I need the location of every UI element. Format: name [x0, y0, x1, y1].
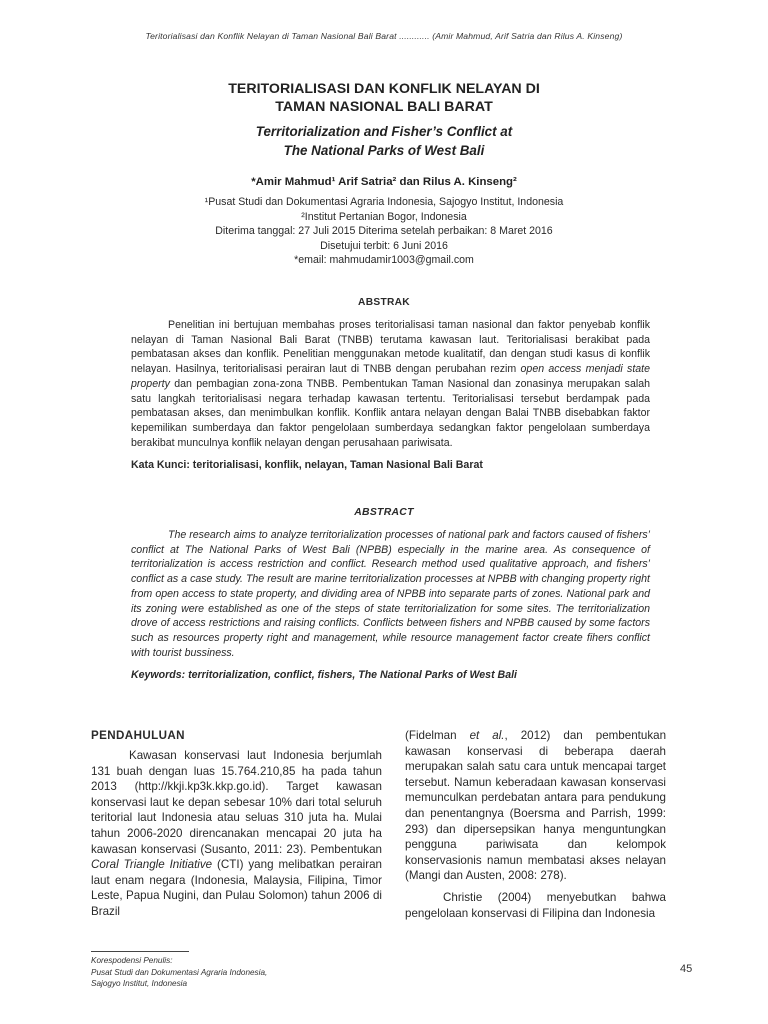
received-dates: Diterima tanggal: 27 Juli 2015 Diterima setelah perbaikan: 8 Maret 2016	[215, 225, 553, 237]
title-line-1: TERITORIALISASI DAN KONFLIK NELAYAN DI	[228, 81, 540, 97]
subtitle-line-2: The National Parks of West Bali	[283, 143, 485, 158]
kata-kunci: Kata Kunci: teritorialisasi, konflik, nelayan, Taman Nasional Bali Barat	[131, 459, 483, 471]
affiliation-2: ²Institut Pertanian Bogor, Indonesia	[301, 210, 467, 223]
footnote-divider	[91, 951, 189, 952]
accepted-date: Disetujui terbit: 6 Juni 2016	[320, 239, 448, 252]
email: *email: mahmudamir1003@gmail.com	[294, 254, 474, 266]
right-p1-a: (Fidelman	[405, 729, 470, 742]
affiliations	[0, 195, 768, 268]
right-column	[405, 728, 666, 921]
abstract-text	[131, 528, 650, 660]
abstract-heading: ABSTRACT	[354, 507, 414, 518]
right-paragraph-1	[405, 728, 666, 884]
abstrak-text-a: Penelitian ini bertujuan membahas proses teritorialisasi taman nasional dan faktor penyebab konflik nelayan di Taman Nasional Bali Barat (TNBB) terutama kawasan laut. Teritorialisasi berakibat pada pembatasan akses dan konflik. Penelitian menggunakan metode kualitatif, dan dengan studi kasus di konflik nelayan. Hasilnya, teritorialisasi perairan laut di TNBB dengan perubahan rezim	[131, 319, 650, 376]
page-number: 45	[680, 963, 693, 975]
left-column	[91, 748, 382, 920]
footnote-line-2: Pusat Studi dan Dokumentasi Agraria Indonesia,	[91, 967, 268, 977]
affiliation-1: ¹Pusat Studi dan Dokumentasi Agraria Indonesia, Sajogyo Institut, Indonesia	[204, 196, 564, 208]
left-paragraph	[91, 748, 382, 920]
right-paragraph-2	[405, 890, 666, 921]
right-p2: Christie (2004) menyebutkan bahwa pengelolaan konservasi di Filipina dan Indonesia	[405, 890, 666, 920]
footnote-line-1: Korespodensi Penulis:	[91, 956, 173, 965]
paper-subtitle	[0, 122, 768, 160]
left-text-italic: Coral Triangle Initiative	[91, 858, 213, 872]
authors: *Amir Mahmud¹ Arif Satria² dan Rilus A. Kinseng²	[251, 176, 517, 188]
keywords: Keywords: territorialization, conflict, fishers, The National Parks of West Bali	[131, 669, 517, 681]
footnote-line-3: Sajogyo Institut, Indonesia	[91, 979, 188, 989]
subtitle-line-1: Territorialization and Fisher’s Conflict at	[255, 124, 513, 139]
abstrak-text-italic: open access menjadi state property	[131, 363, 650, 390]
footnote	[91, 955, 267, 990]
right-p1-italic: et al.	[469, 729, 505, 742]
title-line-2: TAMAN NASIONAL BALI BARAT	[275, 99, 493, 115]
abstrak-text-b: dan pembagian zona-zona TNBB. Pembentukan Taman Nasional dan zonasinya merupakan salah satu langkah teritorialisasi negara terhadap kawasan tertentu. Teritorialisasi tersebut berdampak pada pembatasan akses, dan menimbulkan konflik. Konflik antara nelayan dengan Balai TNBB disebabkan faktor kepemilikan sumberdaya dan faktor pengelolaan sumberdaya sedangkan faktor pengelolaan sumberdaya berakibat munculnya konflik nelayan dengan perusahaan pariwisata.	[131, 377, 650, 449]
running-head: Teritorialisasi dan Konflik Nelayan di Taman Nasional Bali Barat ............ (Amir Mahmud, Arif Satria dan Rilus A. Kinseng)	[145, 31, 623, 41]
left-text-b: (CTI) yang melibatkan perairan laut enam negara (Indonesia, Malaysia, Filipina, Timor Leste, Papua Nugini, dan Pulau Solomon) tahun 2006 di Brazil	[91, 858, 382, 918]
abstract-text-body: The research aims to analyze territorialization processes of national park and factors caused of fishers’ conflict at The National Parks of West Bali (NPBB) especially in the marine area. As consequence of territorialization is access restriction and conflict. Research method used qualitative approach, and fishers’ conflict as a case study. The result are marine territorialization processes at NPBB with changing property right from open access to state property, and dividing area of NPBB into separate parts of zones. National park and its zoning were established as one of the steps of state territorialization for some sites. The territorialization drove of access restrictions and raising conflicts. Conflicts between fishers and NPBB caused by some factors such as resources property right and management, while resource management factor create fihers conflict with tourist bussiness.	[131, 529, 650, 659]
section-heading-pendahuluan: PENDAHULUAN	[91, 729, 185, 742]
abstrak-heading: ABSTRAK	[358, 297, 410, 308]
paper-title	[0, 80, 768, 116]
right-p1-b: , 2012) dan pembentukan kawasan konservasi di beberapa daerah merupakan salah satu cara untuk mencapai target tersebut. Namun keberadaan kawasan konservasi memunculkan perdebatan antara para pendukung dan penentangnya (Boersma and Parrish, 1999: 293) dan dipersepsikan hanya menguntungkan pengguna pariwisata dan kelompok konservasionis namun membatasi akses nelayan (Mangi dan Austen, 2008: 278).	[405, 729, 667, 883]
abstrak-text	[131, 318, 650, 450]
left-text-a: Kawasan konservasi laut Indonesia berjumlah 131 buah dengan luas 15.764.210,85 ha pada tahun 2013 (http://kkji.kp3k.kkp.go.id). Target kawasan konservasi laut ke depan sebesar 10% dari total seluruh teritorial laut Indonesia atau seluas 310 juta ha. Mulai tahun 2006-2020 direncanakan mencapai 20 juta ha kawasan konservasi (Susanto, 2011: 23). Pembentukan	[91, 749, 382, 856]
